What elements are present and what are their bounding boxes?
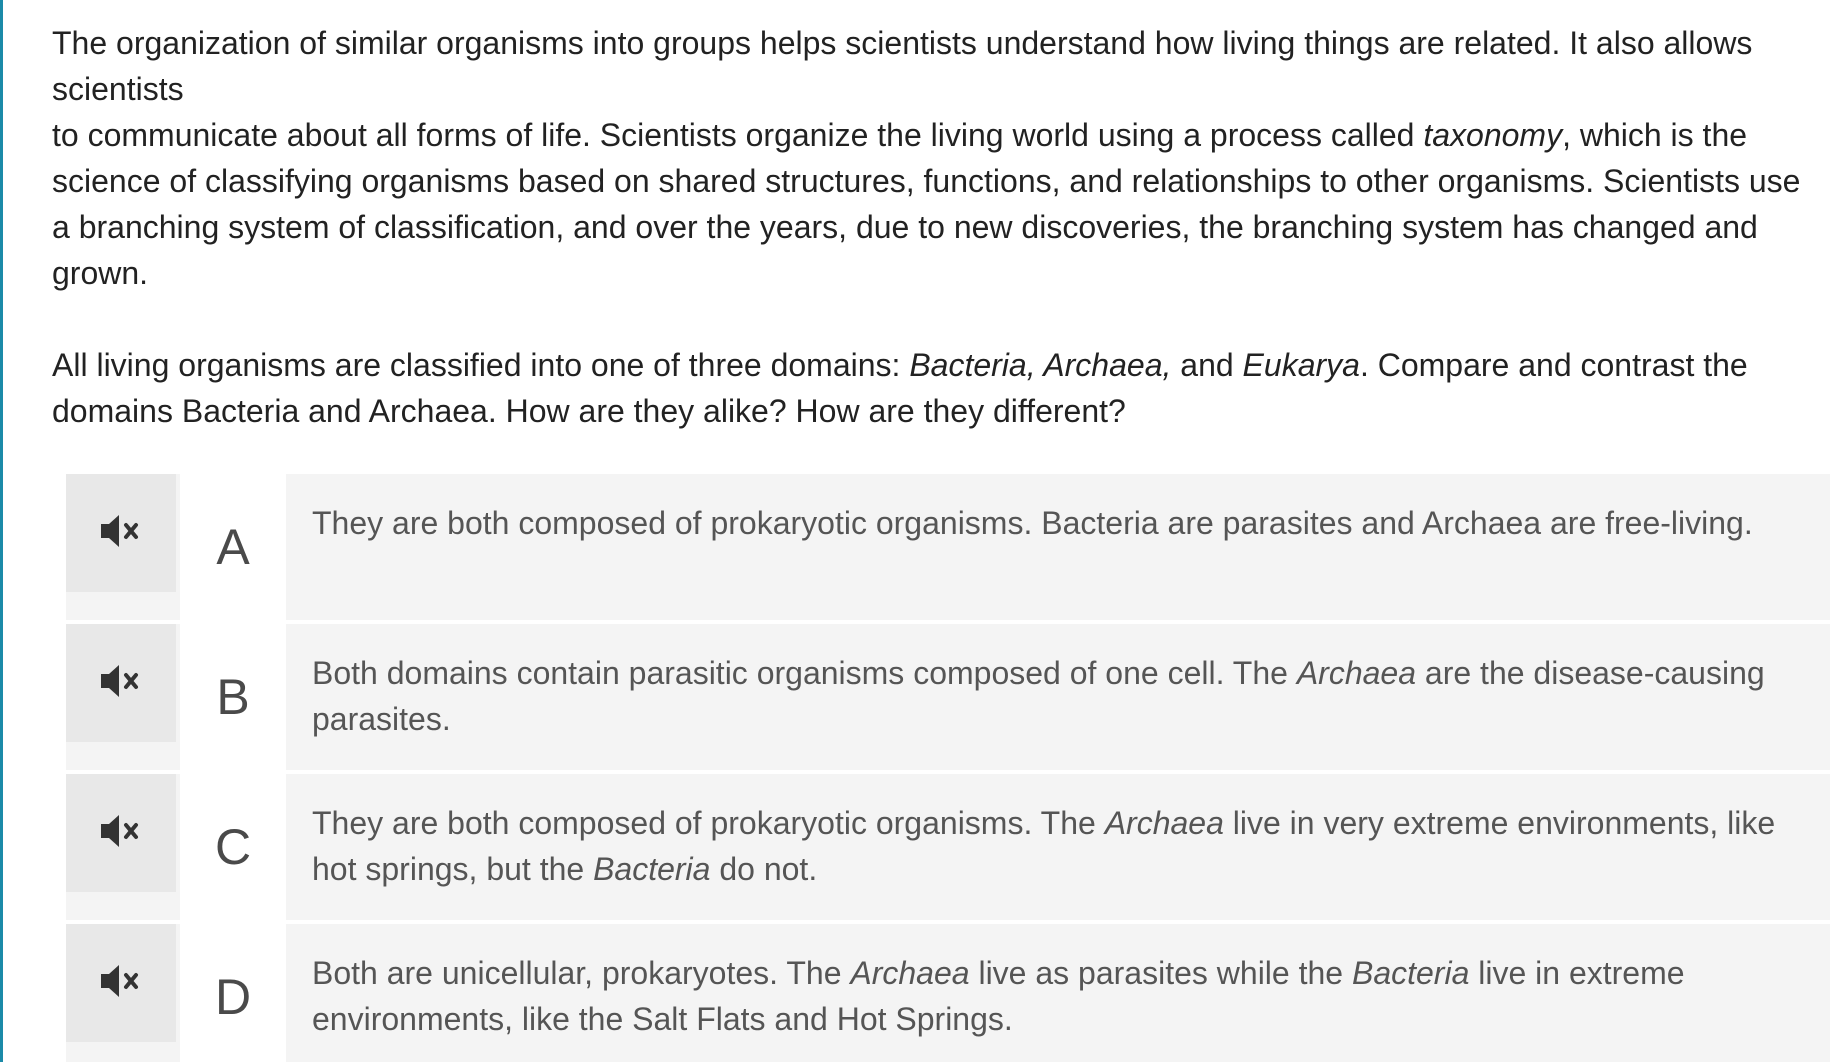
choice-text-part: live as parasites while the (969, 955, 1352, 991)
answer-choices (66, 474, 1830, 1062)
passage-paragraph-1 (52, 20, 1827, 296)
choice-text-part: are the disease-causing parasites. (312, 655, 1765, 737)
speaker-muted-icon (99, 511, 143, 556)
passage-line-1: The organization of similar organisms into groups helps scientists understand how living things are related. It also allows scientists (52, 25, 1753, 107)
answer-choice-d[interactable] (66, 924, 1830, 1062)
choice-text (286, 924, 1830, 1062)
choice-text-italic: Archaea (1296, 655, 1417, 691)
answer-choice-a[interactable] (66, 474, 1830, 620)
choice-letter: C (180, 774, 286, 920)
question-passage (52, 20, 1827, 434)
passage-term-taxonomy: taxonomy (1423, 117, 1563, 153)
question-text: and (1171, 347, 1243, 383)
question-eukarya: Eukarya (1242, 347, 1360, 383)
choice-text-italic: Archaea (850, 955, 970, 991)
speaker-muted-icon (99, 961, 143, 1006)
answer-choice-b[interactable] (66, 624, 1830, 770)
choice-letter: D (180, 924, 286, 1062)
speaker-muted-icon (99, 661, 143, 706)
choice-letter: A (180, 474, 286, 620)
passage-text: to communicate about all forms of life. Scientists organize the living world using a process called (52, 117, 1424, 153)
speaker-muted-icon (99, 811, 143, 856)
choice-text-italic: Bacteria (1351, 955, 1470, 991)
choice-letter: B (180, 624, 286, 770)
question-text: All living organisms are classified into one of three domains: (52, 347, 910, 383)
choice-text-italic: Bacteria (593, 851, 711, 887)
choice-text (286, 474, 1830, 620)
passage-text: , which is the science of classifying organisms based on shared structures, functions, and relationships to other organisms. Scientists use a branching system of classification, and over the years, due to new discoveries, the branching system has changed and grown. (52, 117, 1801, 291)
answer-choice-c[interactable] (66, 774, 1830, 920)
audio-muted-button[interactable] (66, 924, 176, 1042)
passage-paragraph-2 (52, 342, 1827, 434)
choice-text-part: Both are unicellular, prokaryotes. The (312, 955, 851, 991)
choice-text-part: Both domains contain parasitic organisms composed of one cell. The (312, 655, 1297, 691)
choice-text-part: do not. (710, 851, 818, 887)
choice-text-part: They are both composed of prokaryotic organisms. Bacteria are parasites and Archaea are free-living. (312, 505, 1753, 541)
audio-muted-button[interactable] (66, 624, 176, 742)
audio-muted-button[interactable] (66, 474, 176, 592)
choice-text-italic: Archaea (1104, 805, 1224, 841)
choice-text (286, 624, 1830, 770)
audio-muted-button[interactable] (66, 774, 176, 892)
question-domains: Bacteria, Archaea, (909, 347, 1172, 383)
question-prompt: . Compare and contrast the domains Bacteria and Archaea. How are they alike? How are they different? (52, 347, 1748, 429)
choice-text-part: live in extreme environments, like the Salt Flats and Hot Springs. (312, 955, 1685, 1037)
choice-text (286, 774, 1830, 920)
choice-text-part: live in very extreme environments, like hot springs, but the (312, 805, 1776, 887)
choice-text-part: They are both composed of prokaryotic organisms. The (312, 805, 1105, 841)
